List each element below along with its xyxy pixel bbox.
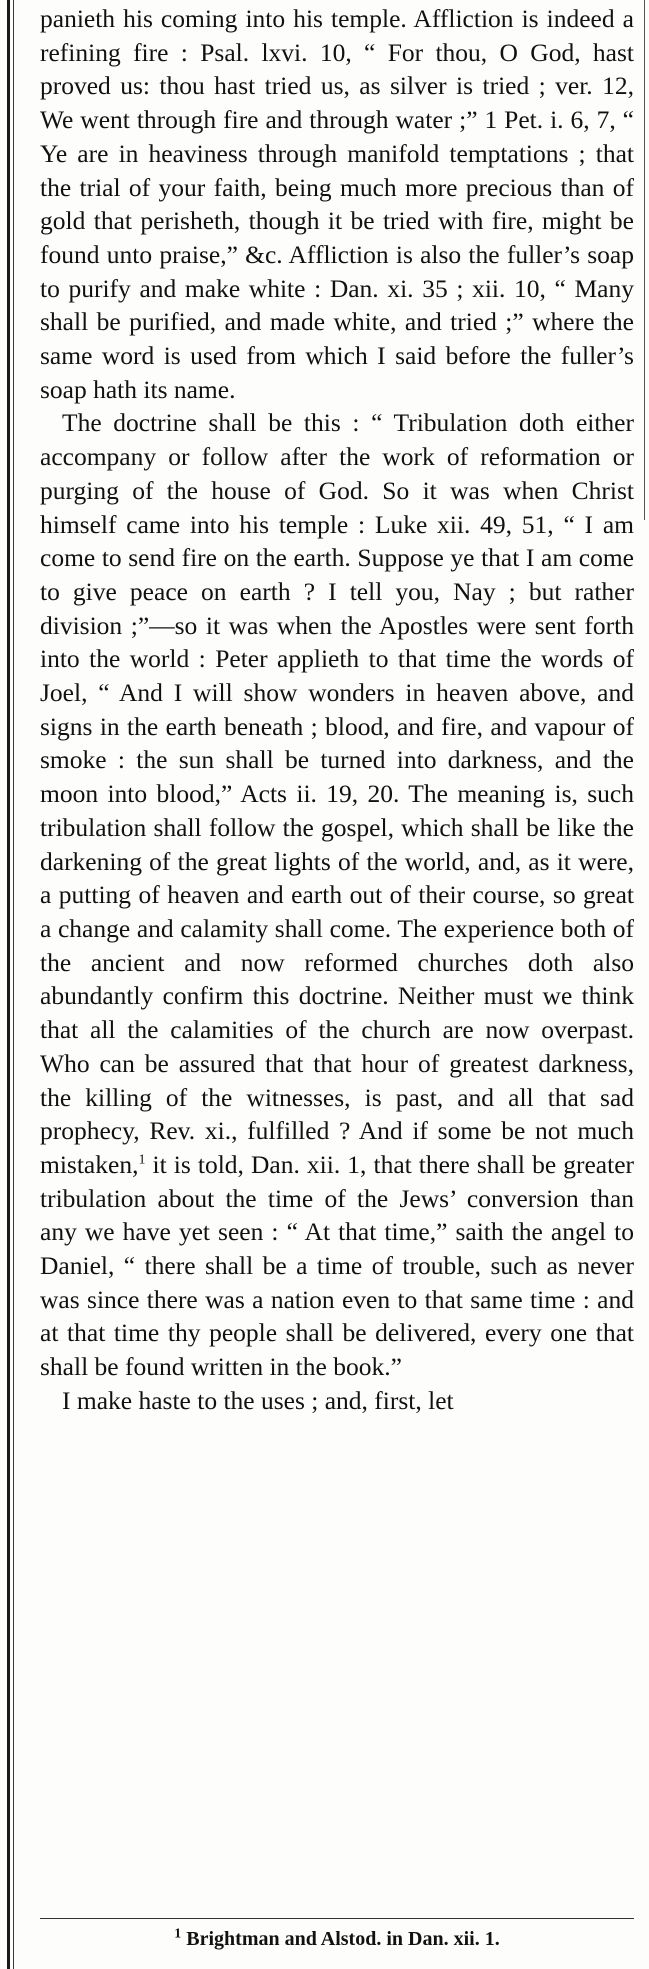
body-text xyxy=(40,2,634,1418)
left-border-rule xyxy=(7,0,10,1969)
paragraph-2-text: The doctrine shall be this : “ Tribulation doth either accompany or follow after the work of reformation or purging of the house of God. So it was when Christ himself came into his temple : Luke xii. 49, 51, “ I am come to send fire on the earth. Suppose ye that I am come to give peace on earth ? I tell you, Nay ; but rather division ;”—so it was when the Apostles were sent forth into the world : Peter applieth to that time the words of Joel, “ And I will show wonders in heaven above, and signs in the earth beneath ; blood, and fire, and vapour of smoke : the sun shall be turned into darkness, and the moon into blood,” Acts ii. 19, 20. The meaning is, such tribulation shall follow the gospel, which shall be like the darkening of the great lights of the world, and, as it were, a putting of heaven and earth out of their course, so great a change and calamity shall come. The experience both of the ancient and now reformed churches doth also abundantly confirm this doctrine. Neither must we think that all the calamities of the church are now overpast. Who can be assured that that hour of greatest darkness, the killing of the witnesses, is past, and all that sad prophecy, Rev. xi., fulfilled ? And if some be not much mistaken, xyxy=(40,408,634,1179)
right-margin-rule xyxy=(644,0,645,520)
footnote-marker: 1 xyxy=(174,1926,182,1942)
paragraph-2-tail-text: it is told, Dan. xii. 1, that there shall be greater tribulation about the time of the Jews’ conversion than any we have yet seen : “ At that time,” saith the angel to Daniel, “ there shall be a time of trouble, such as never was since there was a nation even to that same time : and at that time thy people shall be delivered, every one that shall be found written in the book.” xyxy=(40,1149,635,1382)
paragraph-doctrine xyxy=(40,406,634,1383)
paragraph-uses xyxy=(40,1384,634,1418)
paragraph-1-text: panieth his coming into his temple. Affliction is indeed a refining fire : Psal. lxvi. 10, “ For thou, O God, hast proved us: thou hast tried us, as silver is tried ; ver. 12, We went through fire and through water ;” 1 Pet. i. 6, 7, “ Ye are in heaviness through manifold temptations ; that the trial of your faith, being much more precious than of gold that perisheth, though it be tried with fire, might be found unto praise,” &c. Affliction is also the fuller’s soap to purify and make white : Dan. xi. 35 ; xii. 10, “ Many shall be purified, and made white, and tried ;” where the same word is used from which I said before the fuller’s soap hath its name. xyxy=(40,4,634,404)
paragraph-continuation xyxy=(40,2,634,406)
paragraph-3-text: I make haste to the uses ; and, first, let xyxy=(62,1385,454,1415)
footnote-text: Brightman and Alstod. in Dan. xii. 1. xyxy=(186,1928,500,1950)
left-inner-rule xyxy=(13,0,14,1969)
footnote xyxy=(40,1926,634,1952)
footnote-divider xyxy=(40,1918,634,1919)
footnote-reference[interactable]: 1 xyxy=(138,1152,146,1168)
